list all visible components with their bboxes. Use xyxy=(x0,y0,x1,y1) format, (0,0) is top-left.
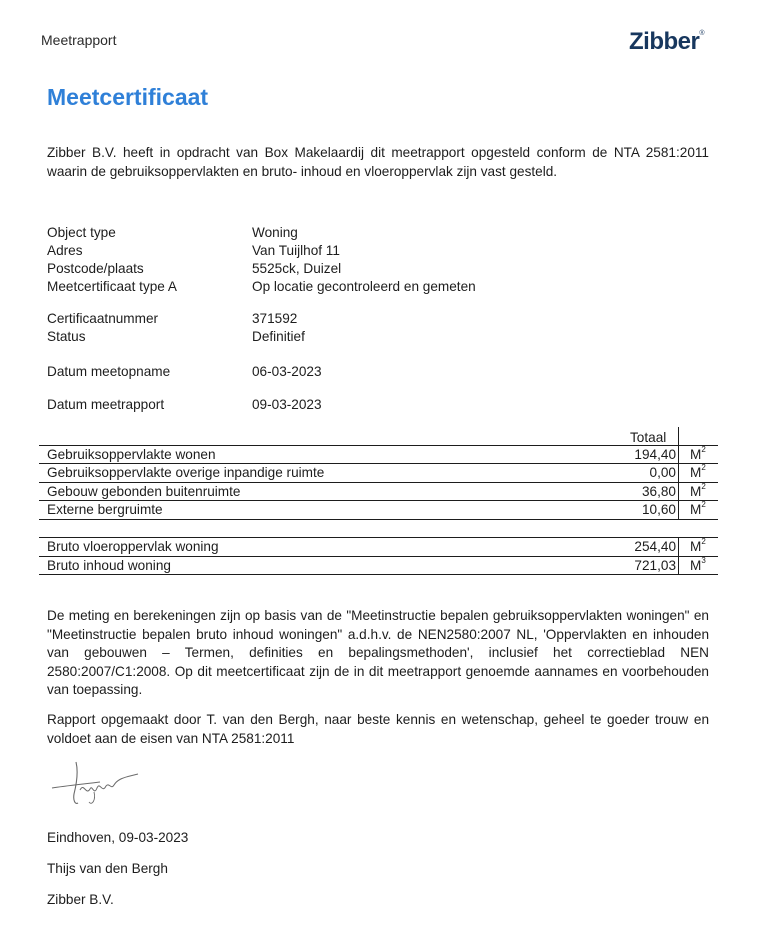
row-unit: $M^2$ xyxy=(690,481,706,499)
table-row xyxy=(39,464,718,483)
row-unit: $M^3$ xyxy=(690,555,706,573)
row-label: Bruto vloeroppervlak woning xyxy=(47,539,219,554)
row-unit: $M^2$ xyxy=(690,444,706,462)
intro-paragraph: Zibber B.V. heeft in opdracht van Box Makelaardij dit meetrapport opgesteld conform de NTA 2581:2011 waarin de gebruiksoppervlakten en bruto- inhoud en vloeroppervlak zijn vast gesteld. xyxy=(47,145,709,179)
column-divider xyxy=(678,483,679,502)
row-unit: $M^2$ xyxy=(690,500,706,517)
zibber-logo: Zibber® xyxy=(629,28,705,55)
total-column-header: Totaal xyxy=(630,430,667,445)
report-date-value: 09-03-2023 xyxy=(252,397,322,412)
status-label: Status xyxy=(47,329,86,344)
row-label: Externe bergruimte xyxy=(47,502,163,517)
signer-name: Thijs van den Bergh xyxy=(47,861,168,876)
adres-label: Adres xyxy=(47,243,83,258)
object-type-value: Woning xyxy=(252,225,298,240)
measurement-table xyxy=(39,427,718,575)
status-value: Definitief xyxy=(252,329,305,344)
table-spacer-row xyxy=(39,520,718,539)
signature xyxy=(50,756,144,816)
methodology-paragraph: De meting en berekeningen zijn op basis van de "Meetinstructie bepalen gebruiksoppervlakten woningen" en "Meetinstructie bepalen bruto inhoud woningen" a.d.h.v. de NEN2580:2007 NL, 'Oppervlakten en inhouden van gebouwen – Termen, definities en bepalingsmethoden', inclusief het correctieblad NEN 2580:2007/C1:2008. Op dit meetcertificaat zijn de in dit meetrapport genoemde aannames en voorbehouden van toepassing. xyxy=(47,608,709,697)
column-divider xyxy=(678,464,679,483)
row-unit: $M^2$ xyxy=(690,463,706,480)
row-label: Gebruiksoppervlakte wonen xyxy=(47,446,216,462)
company-name: Zibber B.V. xyxy=(47,892,114,907)
column-divider xyxy=(678,446,679,465)
certificate-type-value: Op locatie gecontroleerd en gemeten xyxy=(252,279,476,294)
column-divider xyxy=(678,557,679,576)
certificate-number-value: 371592 xyxy=(252,311,298,326)
row-value: 0,00 xyxy=(649,465,676,480)
row-value: 10,60 xyxy=(641,502,676,517)
row-value: 194,40 xyxy=(634,446,676,462)
table-row xyxy=(39,557,718,576)
row-value: 36,80 xyxy=(641,483,676,499)
row-label: Bruto inhoud woning xyxy=(47,557,171,573)
certificate-number-label: Certificaatnummer xyxy=(47,311,159,326)
row-divider xyxy=(39,574,718,575)
measure-date-value: 06-03-2023 xyxy=(252,364,322,379)
row-label: Gebruiksoppervlakte overige inpandige ruimte xyxy=(47,465,325,480)
row-unit: $M^2$ xyxy=(690,537,706,554)
row-value: 721,03 xyxy=(634,557,676,573)
row-label: Gebouw gebonden buitenruimte xyxy=(47,483,241,499)
table-row xyxy=(39,483,718,502)
postcode-label: Postcode/plaats xyxy=(47,261,144,276)
row-value: 254,40 xyxy=(634,539,676,554)
table-row xyxy=(39,446,718,465)
header-label: Meetrapport xyxy=(41,32,117,48)
table-row xyxy=(39,501,718,520)
column-divider xyxy=(678,501,679,520)
table-row xyxy=(39,538,718,557)
postcode-value: 5525ck, Duizel xyxy=(252,261,342,276)
object-type-label: Object type xyxy=(47,225,116,240)
page-title: Meetcertificaat xyxy=(47,84,209,110)
certificate-type-label: Meetcertificaat type A xyxy=(47,279,177,294)
measure-date-label: Datum meetopname xyxy=(47,364,171,379)
adres-value: Van Tuijlhof 11 xyxy=(252,243,340,258)
column-divider xyxy=(678,538,679,557)
table-header-row xyxy=(39,427,718,446)
report-date-label: Datum meetrapport xyxy=(47,397,165,412)
column-divider xyxy=(678,427,679,446)
place-date: Eindhoven, 09-03-2023 xyxy=(47,830,189,845)
declaration-paragraph: Rapport opgemaakt door T. van den Bergh, naar beste kennis en wetenschap, geheel te goeder trouw en voldoet aan de eisen van NTA 2581:2011 xyxy=(47,712,709,746)
